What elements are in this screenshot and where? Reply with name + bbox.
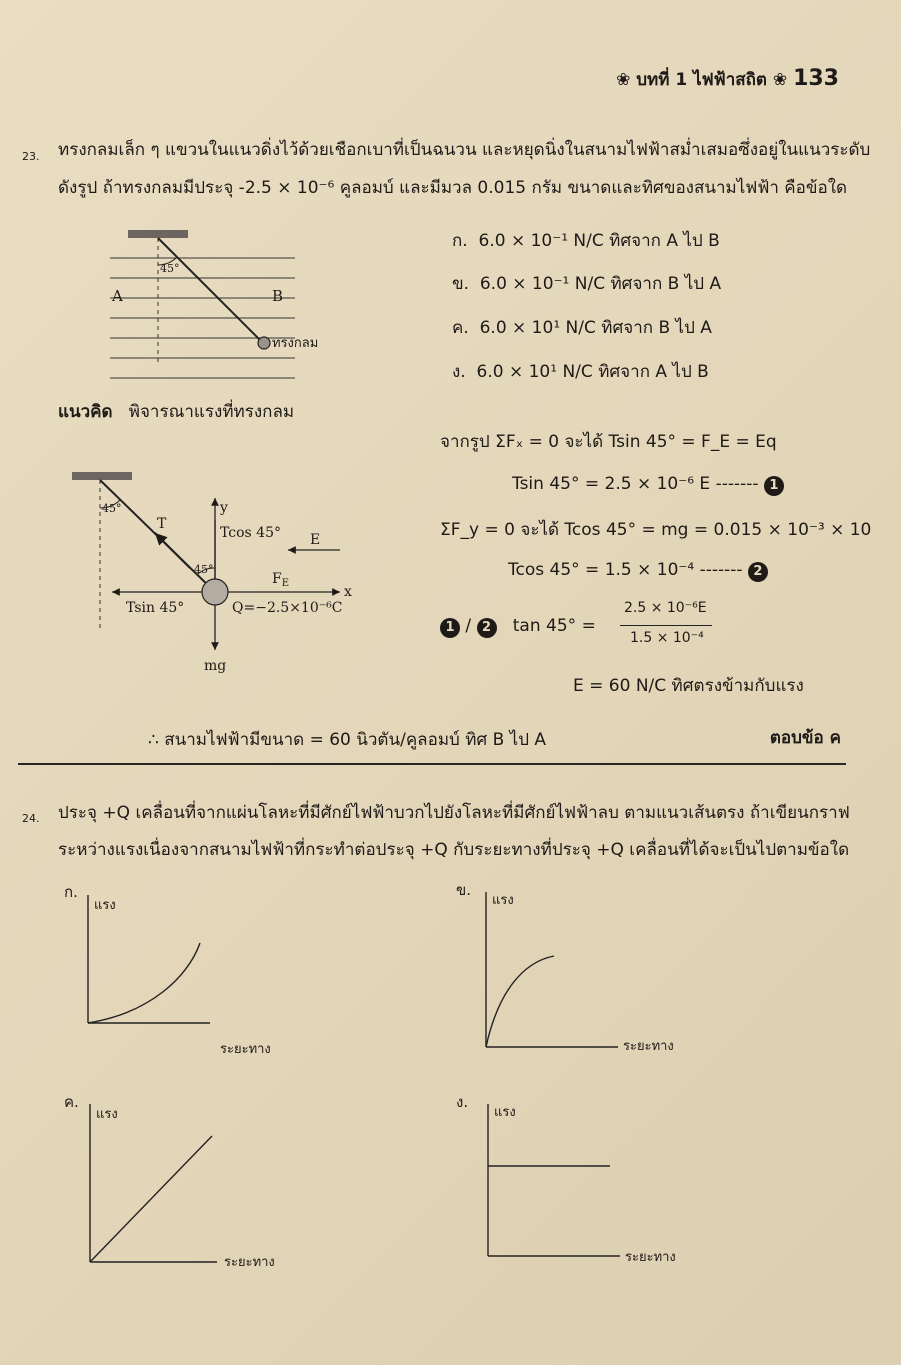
point-b-label: B (272, 287, 284, 305)
graph-b-label: ข. (456, 881, 472, 899)
choice-text: 6.0 × 10¹ N/C ทิศจาก B ไป A (479, 318, 712, 338)
page-header (616, 66, 839, 93)
marker-2-icon: 2 (477, 618, 497, 638)
x-axis-label: ระยะทาง (220, 1042, 271, 1057)
y-axis-label: แรง (94, 898, 116, 913)
choice-label: ง. (452, 362, 466, 382)
equation-3: ΣF_y = 0 จะได้ Tcos 45° = mg = 0.015 × 10⁻³ × 10 (440, 520, 872, 540)
tcos-label: Tcos 45° (220, 525, 281, 541)
pendulum-figure (100, 225, 340, 390)
question-text-line2: ระหว่างแรงเนื่องจากสนามไฟฟ้าที่กระทำต่อประจุ +Q กับระยะทางที่ประจุ +Q เคลื่อนที่ได้จะเป็นไปตามข้อใด (58, 840, 850, 860)
equation-4: Tcos 45° = 1.5 × 10⁻⁴ ------- 2 (508, 560, 768, 582)
question-text-line1: ทรงกลมเล็ก ๆ แขวนในแนวดิ่งไว้ด้วยเชือกเบาที่เป็นฉนวน และหยุดนิ่งในสนามไฟฟ้าสม่ำเสมอซึ่งอยู่ในแนวระดับ (58, 140, 871, 160)
page-number: 133 (793, 66, 839, 91)
graph-c (82, 1104, 302, 1269)
graph-d-label: ง. (456, 1093, 469, 1111)
choice-a (452, 227, 720, 254)
weight-label: mg (204, 658, 227, 674)
graph-a-label: ก. (64, 883, 78, 901)
free-body-diagram (60, 470, 380, 680)
choice-text: 6.0 × 10¹ N/C ทิศจาก A ไป B (476, 362, 709, 382)
marker-2-icon: 2 (748, 562, 768, 582)
tension-label: T (157, 516, 167, 532)
x-axis-label: x (344, 584, 352, 600)
chapter-title: ❀ บทที่ 1 ไฟฟ้าสถิต ❀ (616, 70, 788, 90)
choice-b (452, 270, 721, 297)
marker-1-icon: 1 (764, 476, 784, 496)
fraction-numerator: 2.5 × 10⁻⁶E (624, 600, 707, 616)
graph-c-label: ค. (64, 1093, 79, 1111)
choice-text: 6.0 × 10⁻¹ N/C ทิศจาก A ไป B (478, 231, 720, 251)
answer: ตอบข้อ ค (769, 728, 841, 748)
top-angle-label: 45° (102, 502, 122, 515)
fraction-denominator: 1.5 × 10⁻⁴ (630, 630, 704, 646)
ball-angle-label: 45° (194, 563, 214, 576)
choice-text: 6.0 × 10⁻¹ N/C ทิศจาก B ไป A (479, 274, 722, 294)
field-label: E (310, 532, 321, 548)
y-axis-label: แรง (492, 893, 514, 908)
angle-label: 45° (160, 262, 180, 275)
x-axis-label: ระยะทาง (625, 1250, 676, 1265)
marker-1-icon: 1 (440, 618, 460, 638)
y-axis-label: y (220, 500, 228, 516)
equation-5: 1 / 2 tan 45° = (440, 616, 596, 638)
solution-heading (58, 398, 294, 425)
equation-1: จากรูป ΣFₓ = 0 จะได้ Tsin 45° = F_E = Eq (440, 432, 777, 452)
question-number: 24. (22, 812, 40, 825)
question-text-line1: ประจุ +Q เคลื่อนที่จากแผ่นโลหะที่มีศักย์ไฟฟ้าบวกไปยังโลหะที่มีศักย์ไฟฟ้าลบ ตามแนวเส้นตรง ถ้าเขียนกราฟ (58, 803, 850, 823)
section-divider (18, 763, 846, 765)
choice-d (452, 358, 709, 385)
y-axis-label: แรง (96, 1107, 118, 1122)
tsin-label: Tsin 45° (126, 600, 185, 616)
x-axis-label: ระยะทาง (224, 1255, 275, 1270)
graph-d (480, 1104, 700, 1264)
question-number: 23. (22, 150, 40, 163)
choice-label: ค. (452, 318, 469, 338)
choice-label: ก. (452, 231, 468, 251)
equation-6: E = 60 N/C ทิศตรงข้ามกับแรง (573, 676, 804, 696)
charge-label: Q=−2.5×10⁻⁶C (232, 600, 343, 616)
fraction-bar (620, 625, 712, 626)
graph-b (478, 892, 698, 1052)
y-axis-label: แรง (494, 1105, 516, 1120)
solution-intro: พิจารณาแรงที่ทรงกลม (128, 402, 295, 422)
choice-c (452, 314, 712, 341)
conclusion: ∴ สนามไฟฟ้ามีขนาด = 60 นิวตัน/คูลอมบ์ ทิศ B ไป A (148, 730, 547, 750)
solution-label: แนวคิด (58, 402, 113, 422)
choice-label: ข. (452, 274, 470, 294)
question-text-line2: ดังรูป ถ้าทรงกลมมีประจุ -2.5 × 10⁻⁶ คูลอมบ์ และมีมวล 0.015 กรัม ขนาดและทิศของสนามไฟฟ้า คือข้อใด (58, 178, 848, 198)
equation-2: Tsin 45° = 2.5 × 10⁻⁶ E ------- 1 (512, 474, 784, 496)
graph-a (80, 895, 280, 1060)
fe-label: $F_E$ (272, 571, 290, 589)
sphere-label: ทรงกลม (272, 336, 319, 351)
x-axis-label: ระยะทาง (623, 1039, 674, 1054)
point-a-label: A (112, 287, 123, 305)
